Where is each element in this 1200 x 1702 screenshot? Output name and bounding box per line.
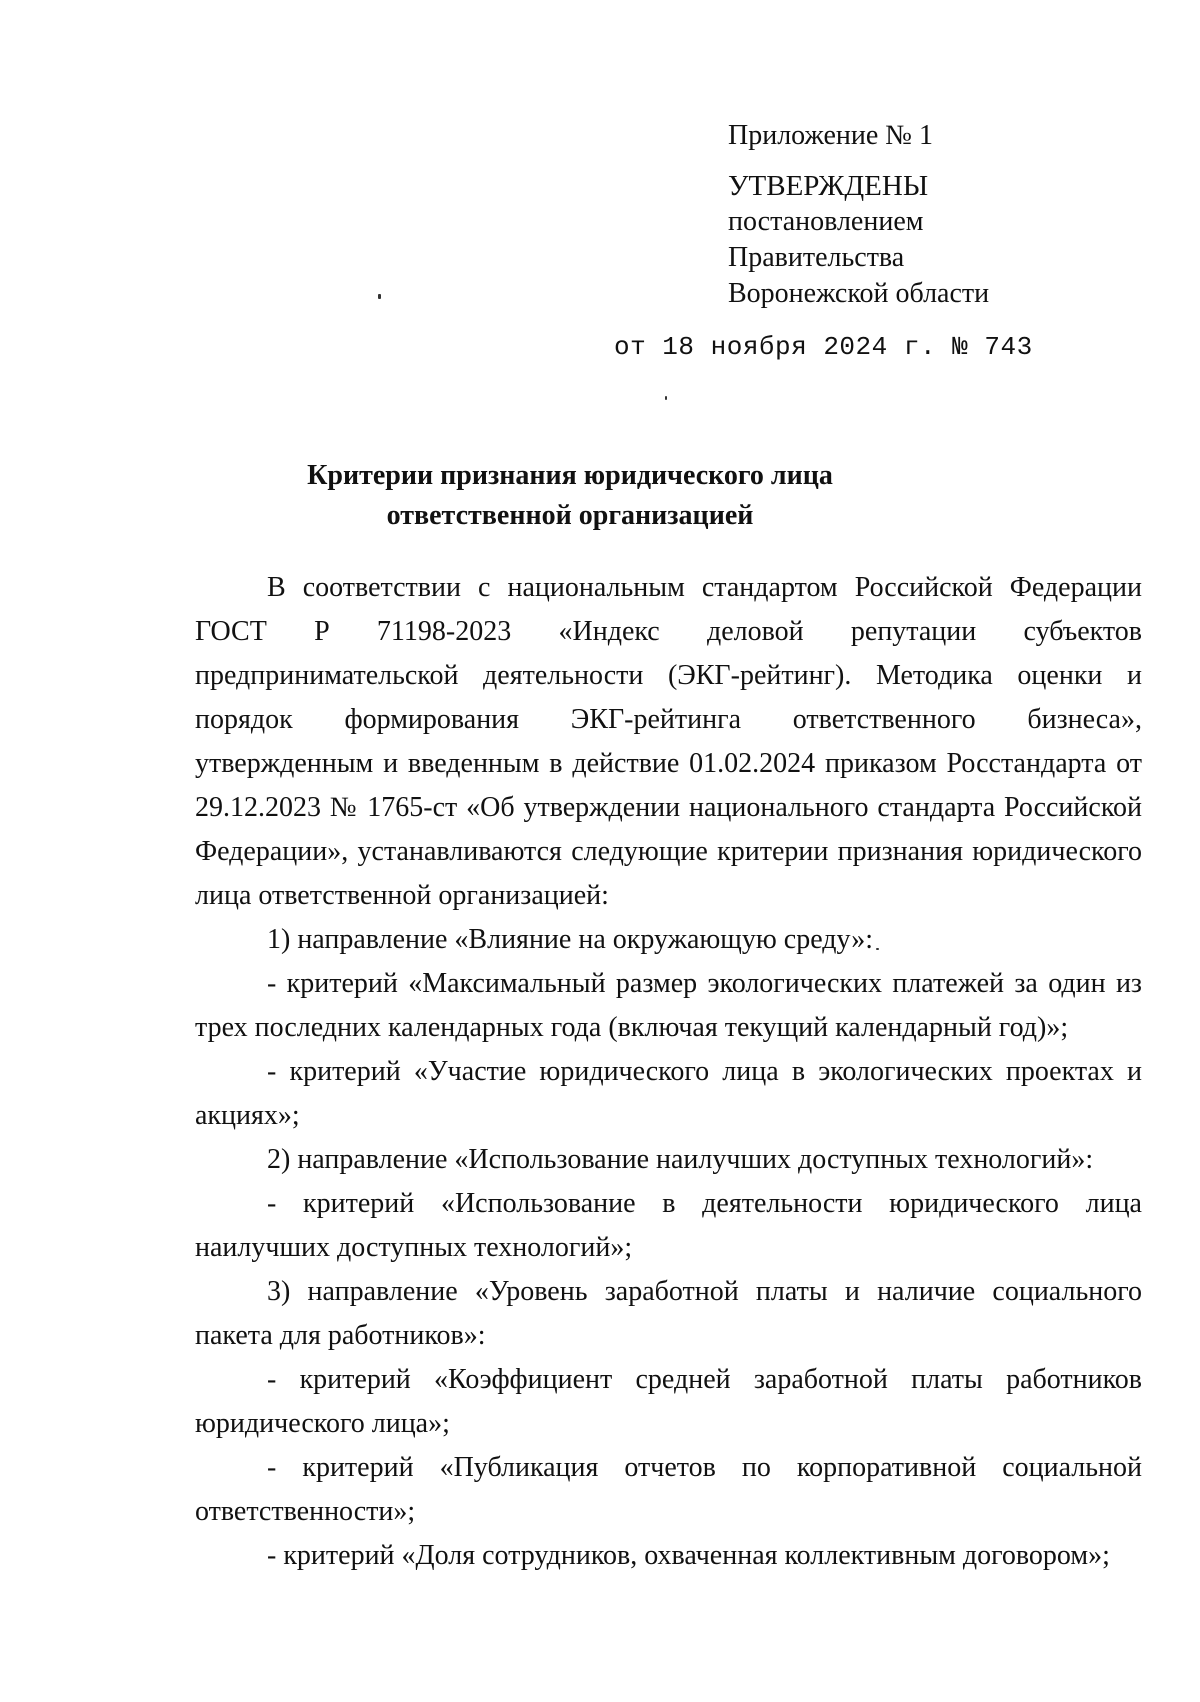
- approval-line-2: Правительства: [728, 242, 905, 273]
- scan-speck: [876, 948, 879, 950]
- criterion-3-1: - критерий «Коэффициент средней заработной платы работников юридического лица»;: [195, 1364, 1142, 1439]
- title-line-2: ответственной организацией: [386, 500, 754, 531]
- direction-1: 1) направление «Влияние на окружающую среду»:: [267, 924, 873, 955]
- direction-2: 2) направление «Использование наилучших доступных технологий»:: [267, 1144, 1094, 1175]
- criterion-1-1: - критерий «Максимальный размер экологических платежей за один из трех последних календарных года (включая текущий календарный год)»;: [195, 968, 1142, 1043]
- direction-3: 3) направление «Уровень заработной платы и наличие социального пакета для работников»:: [195, 1276, 1142, 1351]
- annex-number: Приложение № 1: [728, 120, 933, 151]
- document-body: [195, 566, 1142, 1578]
- approval-line-3: Воронежской области: [728, 278, 990, 309]
- scan-speck: [378, 294, 381, 299]
- criterion-3-3: - критерий «Доля сотрудников, охваченная коллективным договором»;: [267, 1540, 1110, 1571]
- approved-label: УТВЕРЖДЕНЫ: [728, 170, 929, 202]
- criterion-3-2: - критерий «Публикация отчетов по корпоративной социальной ответственности»;: [195, 1452, 1142, 1527]
- approval-block: [728, 118, 989, 312]
- resolution-date-stamp: от 18 ноября 2024 г. № 743: [614, 332, 1033, 362]
- approval-line-1: постановлением: [728, 206, 924, 237]
- criterion-2-1: - критерий «Использование в деятельности юридического лица наилучших доступных технологий»;: [195, 1188, 1142, 1263]
- scan-speck: [665, 396, 667, 400]
- title-line-1: Критерии признания юридического лица: [307, 460, 833, 491]
- document-title: [200, 456, 940, 536]
- intro-paragraph: В соответствии с национальным стандартом Российской Федерации ГОСТ Р 71198-2023 «Индекс деловой репутации субъектов предпринимательской деятельности (ЭКГ-рейтинг). Методика оценки и порядок формирования ЭКГ-рейтинга ответственного бизнеса», утвержденным и введенным в действие 01.02.2024 приказом Росстандарта от 29.12.2023 № 1765-ст «Об утверждении национального стандарта Российской Федерации», устанавливаются следующие критерии признания юридического лица ответственной организацией:: [195, 572, 1142, 911]
- criterion-1-2: - критерий «Участие юридического лица в экологических проектах и акциях»;: [195, 1056, 1142, 1131]
